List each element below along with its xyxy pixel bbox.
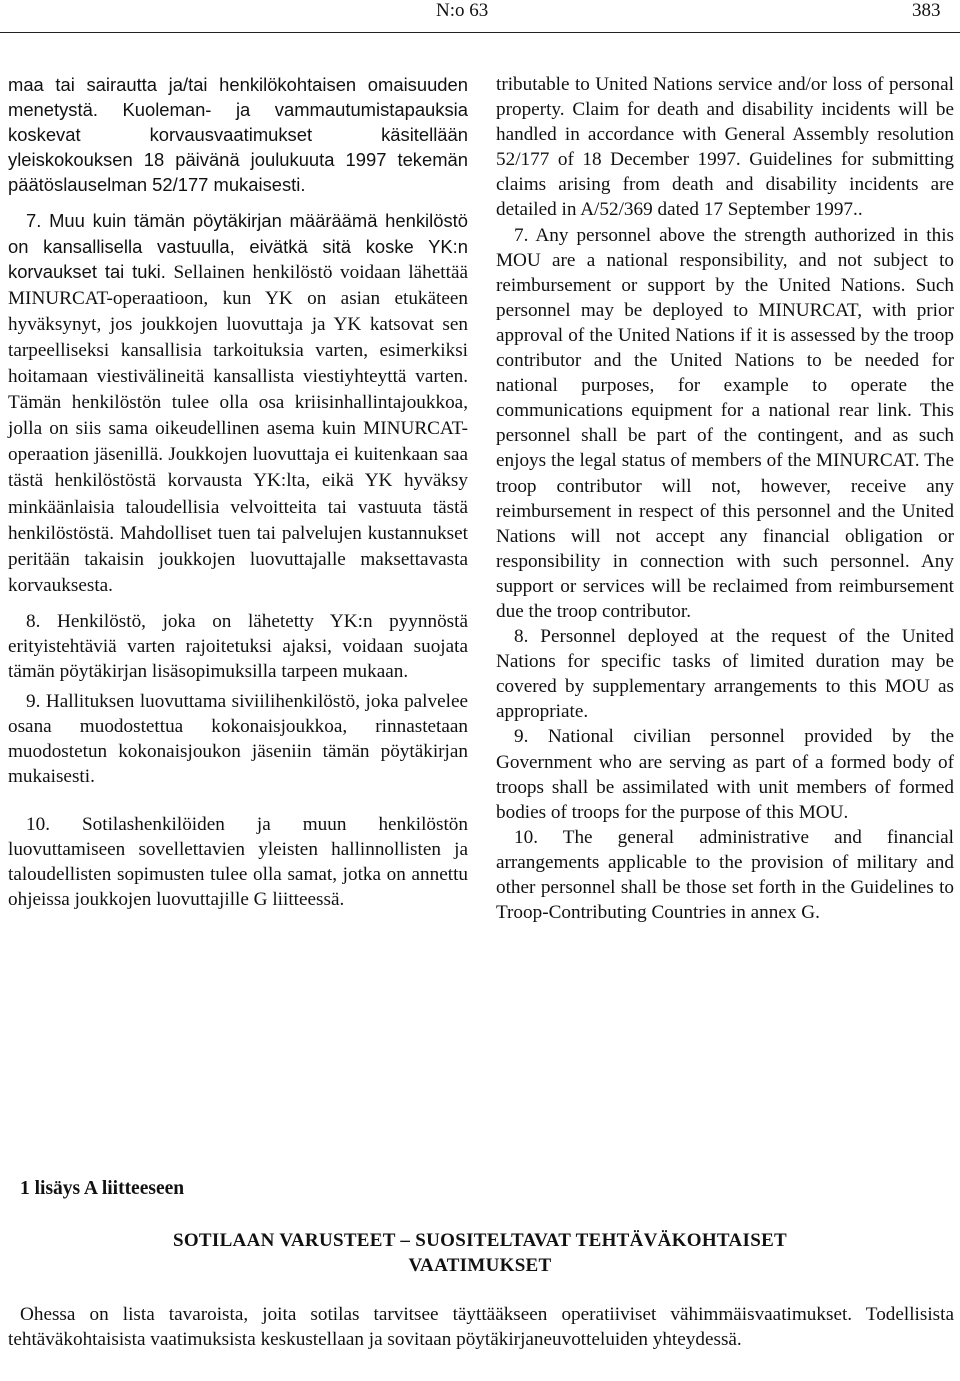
finnish-column	[8, 72, 468, 912]
en-paragraph-6-continued: tributable to United Nations service and/or loss of personal property. Claim for death and disability incidents will be handled in accordance with General Assembly resolution 52/177 of 18 December 1997. Guidelines for submitting claims arising from death and disability incidents are detailed in A/52/369 dated 17 September 1997..	[496, 74, 954, 221]
annex-title	[0, 1228, 960, 1278]
annex-title-line-2: VAATIMUKSET	[408, 1255, 552, 1276]
fi-paragraph-7	[8, 208, 468, 597]
fi-paragraph-6-continued: maa tai sairautta ja/tai henkilökohtaisen omaisuuden menetystä. Kuoleman- ja vammautumistapauksia koskevat korvausvaatimukset käsitellään yleiskokouksen 18 päivänä joulukuuta 1997 tekemän päätöslauselman 52/177 mukaisesti.	[8, 74, 468, 196]
header-rule	[0, 32, 960, 33]
annex-intro-paragraph: Ohessa on lista tavaroista, joita sotilas tarvitsee täyttääkseen operatiiviset vähimmäisvaatimukset. Todellisista tehtäväkohtaisista vaatimuksista keskustellaan ja sovitaan pöytäkirjaneuvotteluiden yhteydessä.	[8, 1304, 954, 1351]
en-paragraph-7: 7. Any personnel above the strength authorized in this MOU are a national responsibility, and not subject to reimbursement or support by the United Nations. Such personnel may be deployed to MINURCAT, with prior approval of the United Nations if it is assessed by the troop contributor and the United Nations to be needed for national purposes, for example to operate the communications equipment for a national rear link. This personnel shall be part of the contingent, and as such enjoys the legal status of members of the MINURCAT. The troop contributor will not, however, receive any reimbursement in respect of this personnel and the United Nations will not accept any financial obligation or responsibility in connection with such personnel. Any support or services will be reclaimed from reimbursement due the troop contributor.	[496, 224, 954, 622]
annex-reference: 1 lisäys A liitteeseen	[20, 1178, 185, 1199]
en-paragraph-9: 9. National civilian personnel provided by the Government who are serving as part of a formed body of troops shall be assimilated with unit members of formed bodies of troops for the purpose of this MOU.	[496, 726, 954, 823]
annex-title-line-1: SOTILAAN VARUSTEET – SUOSITELTAVAT TEHTÄVÄKOHTAISET	[172, 1230, 788, 1251]
english-column	[496, 72, 954, 925]
page-header	[0, 0, 960, 30]
en-paragraph-10: 10. The general administrative and financial arrangements applicable to the provision of military and other personnel shall be those set forth in the Guidelines to Troop-Contributing Countries in annex G.	[496, 826, 954, 924]
page-number: 383	[912, 0, 941, 21]
fi-paragraph-9: 9. Hallituksen luovuttama siviilihenkilöstö, joka palvelee osana muodostettua kokonaisjoukkoa, rinnastetaan muodostetun kokonaisjoukon jäseniin tämän pöytäkirjan mukaisesti.	[8, 691, 468, 788]
fi-paragraph-8: 8. Henkilöstö, joka on lähetetty YK:n pyynnöstä erityistehtäviä varten rajoitetuksi ajaksi, voidaan suojata tämän pöytäkirjan lisäsopimuksilla tarpeen mukaan.	[8, 610, 468, 683]
issue-number: N:o 63	[436, 0, 489, 21]
fi-paragraph-10: 10. Sotilashenkilöiden ja muun henkilöstön luovuttamiseen sovellettavien yleisten hallinnollisten ja taloudellisten sopimusten tulee olla samat, jotka on annettu ohjeissa joukkojen luovuttajille G liitteessä.	[8, 813, 468, 910]
en-paragraph-8: 8. Personnel deployed at the request of the United Nations for specific tasks of limited duration may be covered by supplementary arrangements to this MOU as appropriate.	[496, 626, 954, 723]
fi-paragraph-7-first-sentence: 7. Muu kuin tämän pöytäkirjan määräämä henkilöstö on kansallisella vastuulla, eivätkä sitä koske YK:n korvaukset tai tuki.	[8, 210, 468, 282]
fi-paragraph-7-rest: Sellainen henkilöstö voidaan lähettää MINURCAT-operaatioon, kun YK on asian etukäteen hyväksynyt, jos joukkojen luovuttaja ja YK katsovat sen tarpeelliseksi kansallisia tarkoituksia varten, esimerkiksi hoitamaan viestivälineitä kansallista viestiyhteyttä varten. Tämän henkilöstön tulee olla osa kriisinhallintajoukkoa, jolla on siis sama oikeudellinen asema kuin MINURCAT-operaation jäsenillä. Joukkojen luovuttaja ei kuitenkaan saa tästä henkilöstöstä korvausta YK:lta, eikä YK hyväksy minkäänlaisia taloudellisia velvoitteita tai vastuuta tästä henkilöstöstä. Mahdolliset tuen tai palvelujen kustannukset peritään takaisin joukkojen luovuttajalle maksettavasta korvauksesta.	[8, 261, 468, 596]
